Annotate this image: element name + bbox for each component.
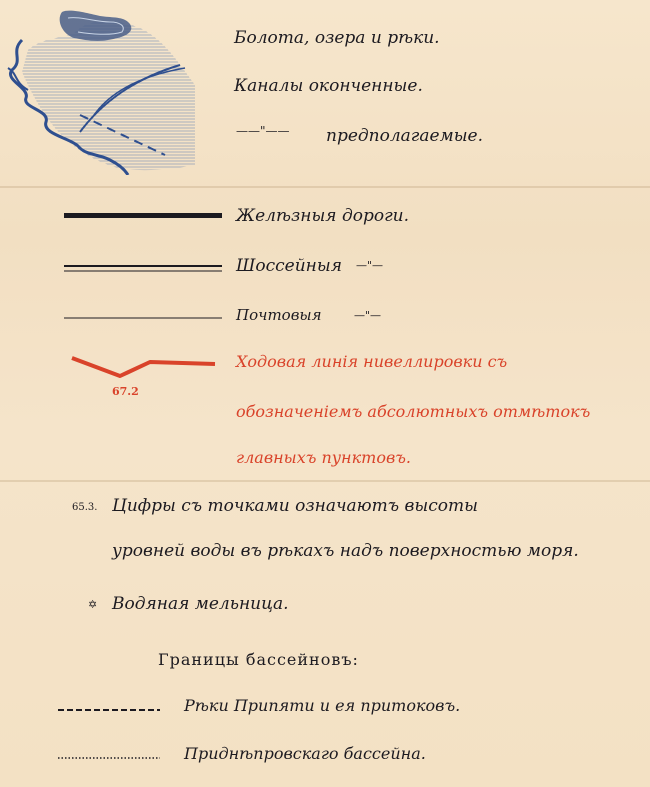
legend-canals-finished: Каналы оконченные. (234, 76, 423, 96)
legend-heights-line-2: уровней воды въ рѣкахъ надъ поверхностью моря. (112, 541, 579, 561)
levelling-sample-mark: 67.2 (112, 385, 139, 398)
road-symbols-icon (64, 210, 224, 330)
legend-canals-planned-mark: ——"—— (236, 124, 290, 138)
legend-levelling-line-1: Ходовая линія нивеллировки съ (236, 352, 508, 371)
water-illustration-icon (0, 10, 200, 175)
legend-dnieper-basin: Приднѣпровскаго бассейна. (184, 744, 426, 763)
legend-postal: Почтовыя (236, 306, 322, 324)
water-mill-icon: ✡ (88, 598, 98, 611)
legend-railways: Желѣзныя дороги. (236, 206, 410, 226)
legend-levelling-line-3: главныхъ пунктовъ. (236, 448, 412, 467)
levelling-line-icon (70, 348, 220, 384)
legend-postal-mark: —"— (354, 309, 382, 322)
basins-heading: Границы бассейновъ: (158, 650, 359, 669)
legend-heights-line-1: Цифры съ точками означаютъ высоты (112, 496, 478, 516)
basin-boundary-symbols-icon (56, 704, 166, 764)
paper-fold (0, 186, 650, 188)
heights-sample-mark: 65.3. (72, 502, 98, 513)
legend-canals-planned: предполагаемые. (326, 126, 484, 146)
legend-levelling-line-2: обозначеніемъ абсолютныхъ отмѣтокъ (236, 402, 591, 421)
legend-highways: Шоссейныя (236, 256, 342, 276)
legend-pripyat-basin: Рѣки Припяти и ея притоковъ. (184, 696, 461, 715)
legend-water-mill: Водяная мельница. (112, 594, 289, 614)
legend-highways-mark: —"— (356, 259, 384, 272)
paper-fold (0, 480, 650, 482)
legend-swamps-lakes-rivers: Болота, озера и рѣки. (234, 28, 440, 48)
